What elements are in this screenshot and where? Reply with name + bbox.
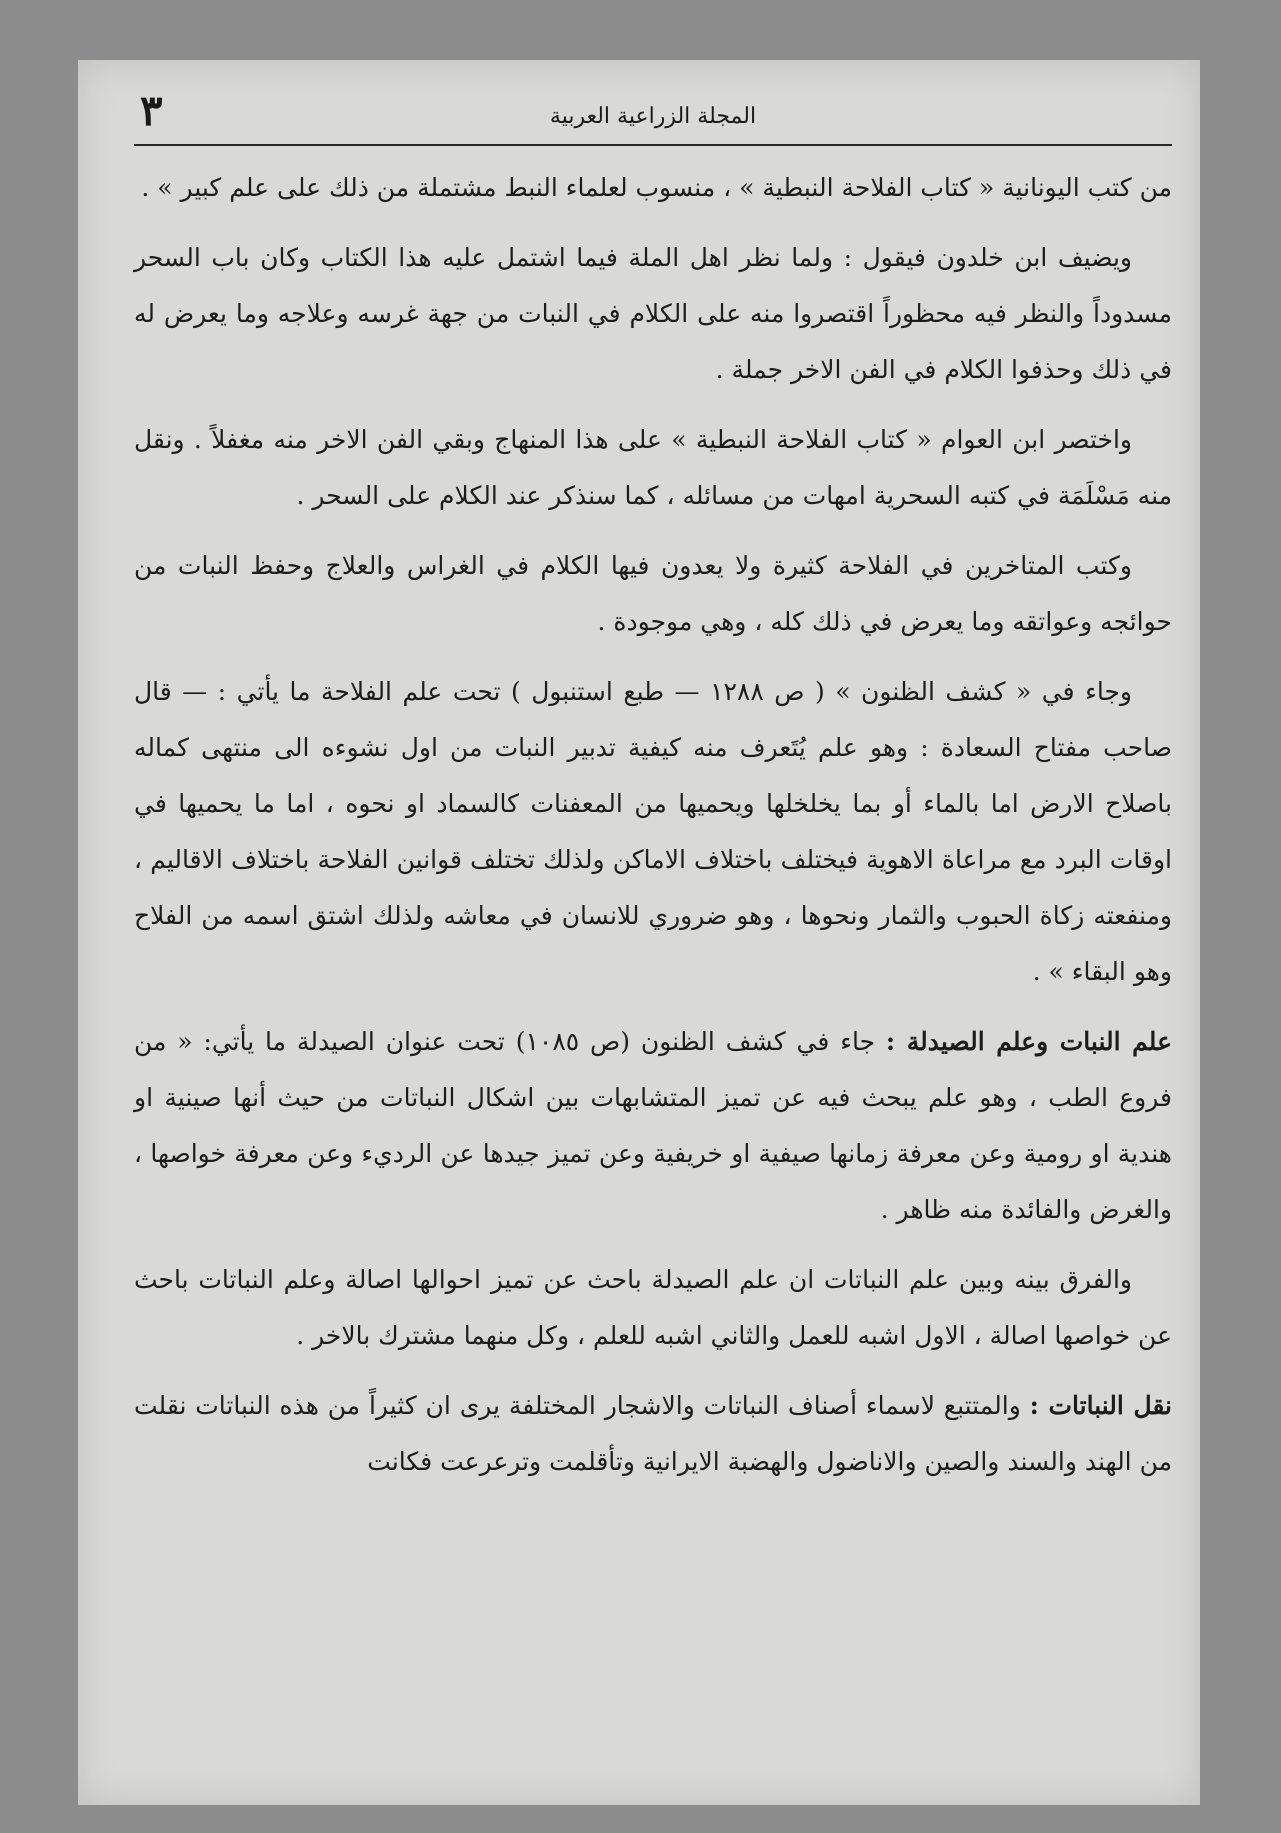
book-page xyxy=(78,60,1200,1805)
running-title: المجلة الزراعية العربية xyxy=(549,104,757,129)
paragraph-text: والفرق بينه وبين علم النباتات ان علم الصيدلة باحث عن تميز احوالها اصالة وعلم النباتات باحث عن خواصها اصالة ، الاول اشبه للعمل والثاني اشبه للعلم ، وكل منهما مشترك بالاخر . xyxy=(134,1265,1172,1350)
paragraph-text: والمتتبع لاسماء أصناف النباتات والاشجار المختلفة يرى ان كثيراً من هذه النباتات نقلت من الهند والسند والصين والاناضول والهضبة الايرانية وتأقلمت وترعرعت فكانت xyxy=(134,1391,1172,1476)
paragraph-5 xyxy=(134,664,1172,1000)
section-heading: نقل النباتات : xyxy=(1029,1391,1172,1420)
paragraph-text: وكتب المتاخرين في الفلاحة كثيرة ولا يعدون فيها الكلام في الغراس والعلاج وحفظ النبات من حوائجه وعواتقه وما يعرض في ذلك كله ، وهي موجودة . xyxy=(134,551,1172,636)
paragraph-6 xyxy=(134,1014,1172,1238)
paragraph-7 xyxy=(134,1252,1172,1364)
page-body xyxy=(134,160,1172,1504)
page-number: ٣ xyxy=(140,86,163,135)
paragraph-text: ويضيف ابن خلدون فيقول : ولما نظر اهل الملة فيما اشتمل عليه هذا الكتاب وكان باب السحر مسدوداً والنظر فيه محظوراً اقتصروا منه على الكلام في النبات من جهة غرسه وعلاجه وما يعرض له في ذلك وحذفوا الكلام في الفن الاخر جملة . xyxy=(134,243,1172,384)
paragraph-text: جاء في كشف الظنون (ص ١٠٨٥) تحت عنوان الصيدلة ما يأتي: « من فروع الطب ، وهو علم يبحث فيه عن تميز المتشابهات بين اشكال النباتات من حيث أنها صينية او هندية او رومية وعن معرفة زمانها صيفية او خريفية وعن تميز جيدها عن الرديء وعن معرفة خواصها ، والغرض والفائدة منه ظاهر . xyxy=(134,1027,1172,1224)
paragraph-text: واختصر ابن العوام « كتاب الفلاحة النبطية » على هذا المنهاج وبقي الفن الاخر منه مغفلاً . ونقل منه مَسْلَمَة في كتبه السحرية امهات من مسائله ، كما سنذكر عند الكلام على السحر . xyxy=(134,425,1172,510)
paragraph-text: وجاء في « كشف الظنون » ( ص ١٢٨٨ — طبع استنبول ) تحت علم الفلاحة ما يأتي : — قال صاحب مفتاح السعادة : وهو علم يُتَعرف منه كيفية تدبير النبات من اول نشوءه الى منتهى كماله باصلاح الارض اما بالماء أو بما يخلخلها ويحميها من المعفنات كالسماد او نحوه ، اما ما يحميها في اوقات البرد مع مراعاة الاهوية فيختلف باختلاف الاماكن ولذلك تختلف قوانين الفلاحة باختلاف الاقاليم ، ومنفعته زكاة الحبوب والثمار ونحوها ، وهو ضروري للانسان في معاشه ولذلك اشتق اسمه من الفلاح وهو البقاء » . xyxy=(134,677,1172,986)
paragraph-1 xyxy=(134,160,1172,216)
section-heading: علم النبات وعلم الصيدلة : xyxy=(885,1027,1173,1056)
paragraph-2 xyxy=(134,230,1172,398)
paragraph-8 xyxy=(134,1378,1172,1490)
paragraph-4 xyxy=(134,538,1172,650)
paragraph-text: من كتب اليونانية « كتاب الفلاحة النبطية » ، منسوب لعلماء النبط مشتملة من ذلك على علم كبير » . xyxy=(141,173,1172,202)
page-header xyxy=(134,86,1172,146)
paragraph-3 xyxy=(134,412,1172,524)
